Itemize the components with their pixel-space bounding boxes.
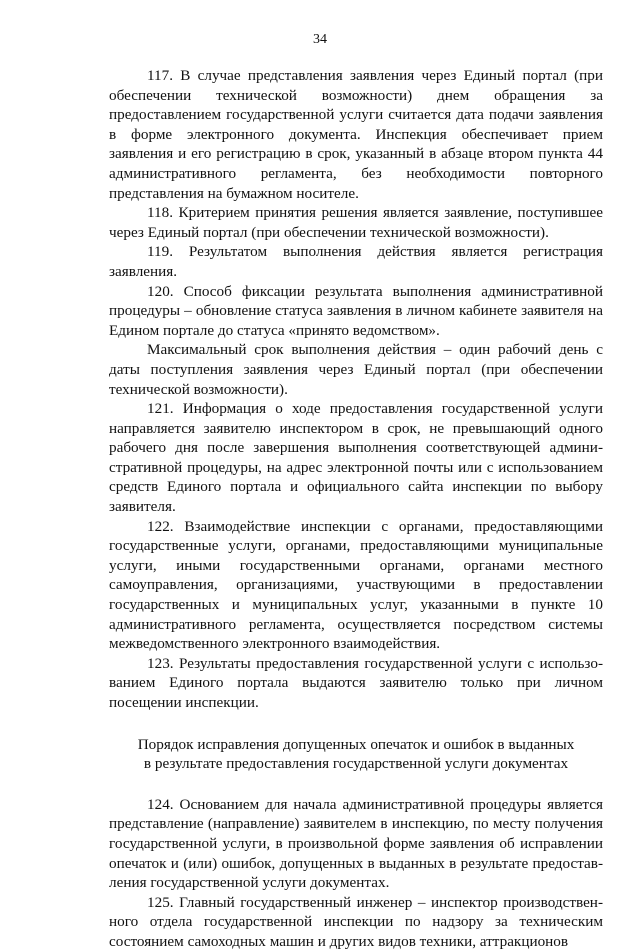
paragraph-120: 120. Способ фиксации результата выполнения административной процедуры – обновление статуса заявления в личном кабинете заявителя на Едином портале до статуса «принято ведомством». (109, 282, 603, 339)
page-number: 34 (313, 32, 327, 47)
document-body (109, 66, 603, 952)
paragraph-118: 118. Критерием принятия решения является заявление, поступившее через Единый портал (при обеспечении технической возможности). (109, 204, 603, 241)
section-heading (109, 735, 603, 774)
paragraph-125: 125. Главный государственный инженер – инспектор производственного отдела государственной инспекции по надзору за техническим состоянием самоходных машин и других видов техники, аттракционов (109, 893, 603, 950)
paragraph-117: 117. В случае представления заявления через Единый портал (при обеспечении технической возможности) днем обращения за предоставлением государственной услуги считается дата подачи заявления в форме электронного документа. Инспекция обеспечивает прием заявления и его регистрацию в срок, указанный в абзаце втором пункта 44 административного регламента, без необходимости повторного представления на бумажном носителе. (109, 67, 603, 202)
paragraph-119: 119. Результатом выполнения действия является регистрация заявления. (109, 243, 603, 280)
section-heading-line-2: в результате предоставления государственной услуги документах (143, 755, 569, 773)
paragraph-123: 123. Результаты предоставления государственной услуги с использованием Единого портала выдаются заявителю только при личном посещении инспекции. (109, 654, 603, 711)
paragraph-121: 121. Информация о ходе предоставления государственной услуги направляется заявителю инспектором в срок, не превышающий одного рабочего дня после завершения выполнения соответствующей административной процедуры, на адрес электронной почты или с использованием средств Единого портала и официального сайта инспекции по выбору заявителя. (109, 400, 603, 516)
paragraph-124: 124. Основанием для начала административной процедуры является представление (направление) заявителем в инспекцию, по месту получения государственной услуги, в произвольной форме заявления об исправлении опечаток и (или) ошибок, допущенных в выданных в результате предоставления государственной услуги документах. (109, 795, 603, 892)
paragraph-122: 122. Взаимодействие инспекции с органами, предоставляющими государственные услуги, органами, предоставляющими муниципальные услуги, иными государственными органами, органами местного самоуправления, организациями, участвующими в предоставлении государственных и муниципальных услуг, указанными в пункте 10 административного регламента, осуществляется посредством системы межведомственного электронного взаимодействия. (109, 517, 603, 653)
paragraph-max-term: Максимальный срок выполнения действия – один рабочий день с даты поступления заявления через Единый портал (при обеспечении технической возможности). (109, 341, 603, 398)
section-heading-line-1: Порядок исправления допущенных опечаток и ошибок в выданных (137, 735, 575, 753)
